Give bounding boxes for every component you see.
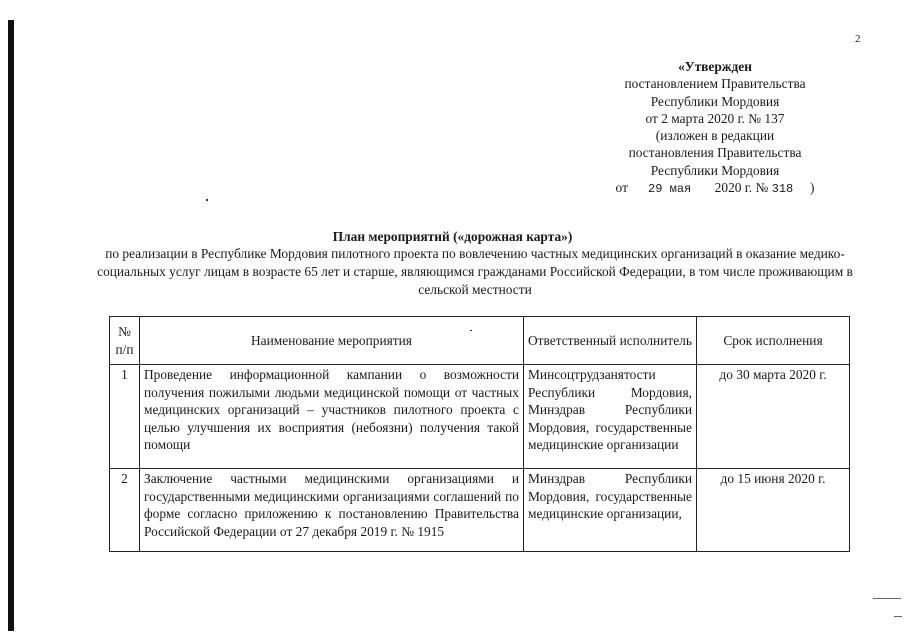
row-executor: Минздрав Республики Мордовия, государственные медицинские организации, (524, 469, 697, 552)
table-header-row (110, 317, 850, 365)
approval-block (585, 58, 845, 198)
document-subtitle: по реализации в Республике Мордовия пилотного проекта по вовлечению частных медицинских организаций в оказание медико-социальных услуг лицам в возрасте 65 лет и старше, являющимся гражданами Российской Федерации, в том числе проживающим в сельской местности (97, 246, 853, 297)
row-num: 1 (110, 365, 140, 469)
row-name: Заключение частными медицинскими организациями и государственными медицинскими организациями соглашений по форме согласно приложению к постановлению Правительства Российской Федерации от 27 декабря 2019 г. № 1915 (140, 469, 524, 552)
approval-line: Республики Мордовия (650, 162, 780, 178)
date-number: 318 (771, 182, 794, 197)
scan-mark (873, 598, 901, 599)
approval-date-line (585, 179, 845, 198)
date-year: 2020 г. № (714, 180, 769, 196)
approval-line: (изложен в редакции (655, 128, 775, 144)
document-title: План мероприятий («дорожная карта») (332, 229, 573, 244)
approval-line: Республики Мордовия (650, 93, 780, 109)
row-num: 2 (110, 469, 140, 552)
row-executor: Минсоцтрудзанятости Республики Мордовия, Минздрав Республики Мордовия, государственные медицинские организации (524, 365, 697, 469)
header-deadline: Срок исполнения (697, 317, 850, 365)
header-name: Наименование мероприятия (140, 317, 524, 365)
scan-mark (894, 616, 902, 617)
date-day-month: 29 мая (648, 182, 692, 197)
approval-line: постановлением Правительства (624, 76, 806, 92)
row-deadline: до 15 июня 2020 г. (697, 469, 850, 552)
scan-mark (206, 199, 208, 201)
roadmap-table (109, 316, 850, 552)
table-row (110, 469, 850, 552)
page-number: 2 (855, 33, 861, 45)
row-deadline: до 30 марта 2020 г. (697, 365, 850, 469)
table-row (110, 365, 850, 469)
date-prefix: от (615, 180, 628, 196)
scan-edge-bar (8, 20, 14, 631)
date-suffix: ) (809, 180, 815, 196)
header-num: № п/п (110, 317, 140, 365)
header-executor: Ответственный исполнитель (524, 317, 697, 365)
approval-head: «Утвержден (678, 59, 752, 74)
approval-line: от 2 марта 2020 г. № 137 (645, 110, 785, 126)
approval-line: постановления Правительства (628, 145, 802, 161)
row-name: Проведение информационной кампании о возможности получения пожилыми людьми медицинской помощи от частных медицинских организаций – участников пилотного проекта с целью улучшения их восприятия (небоязни) получения такой помощи (140, 365, 524, 469)
